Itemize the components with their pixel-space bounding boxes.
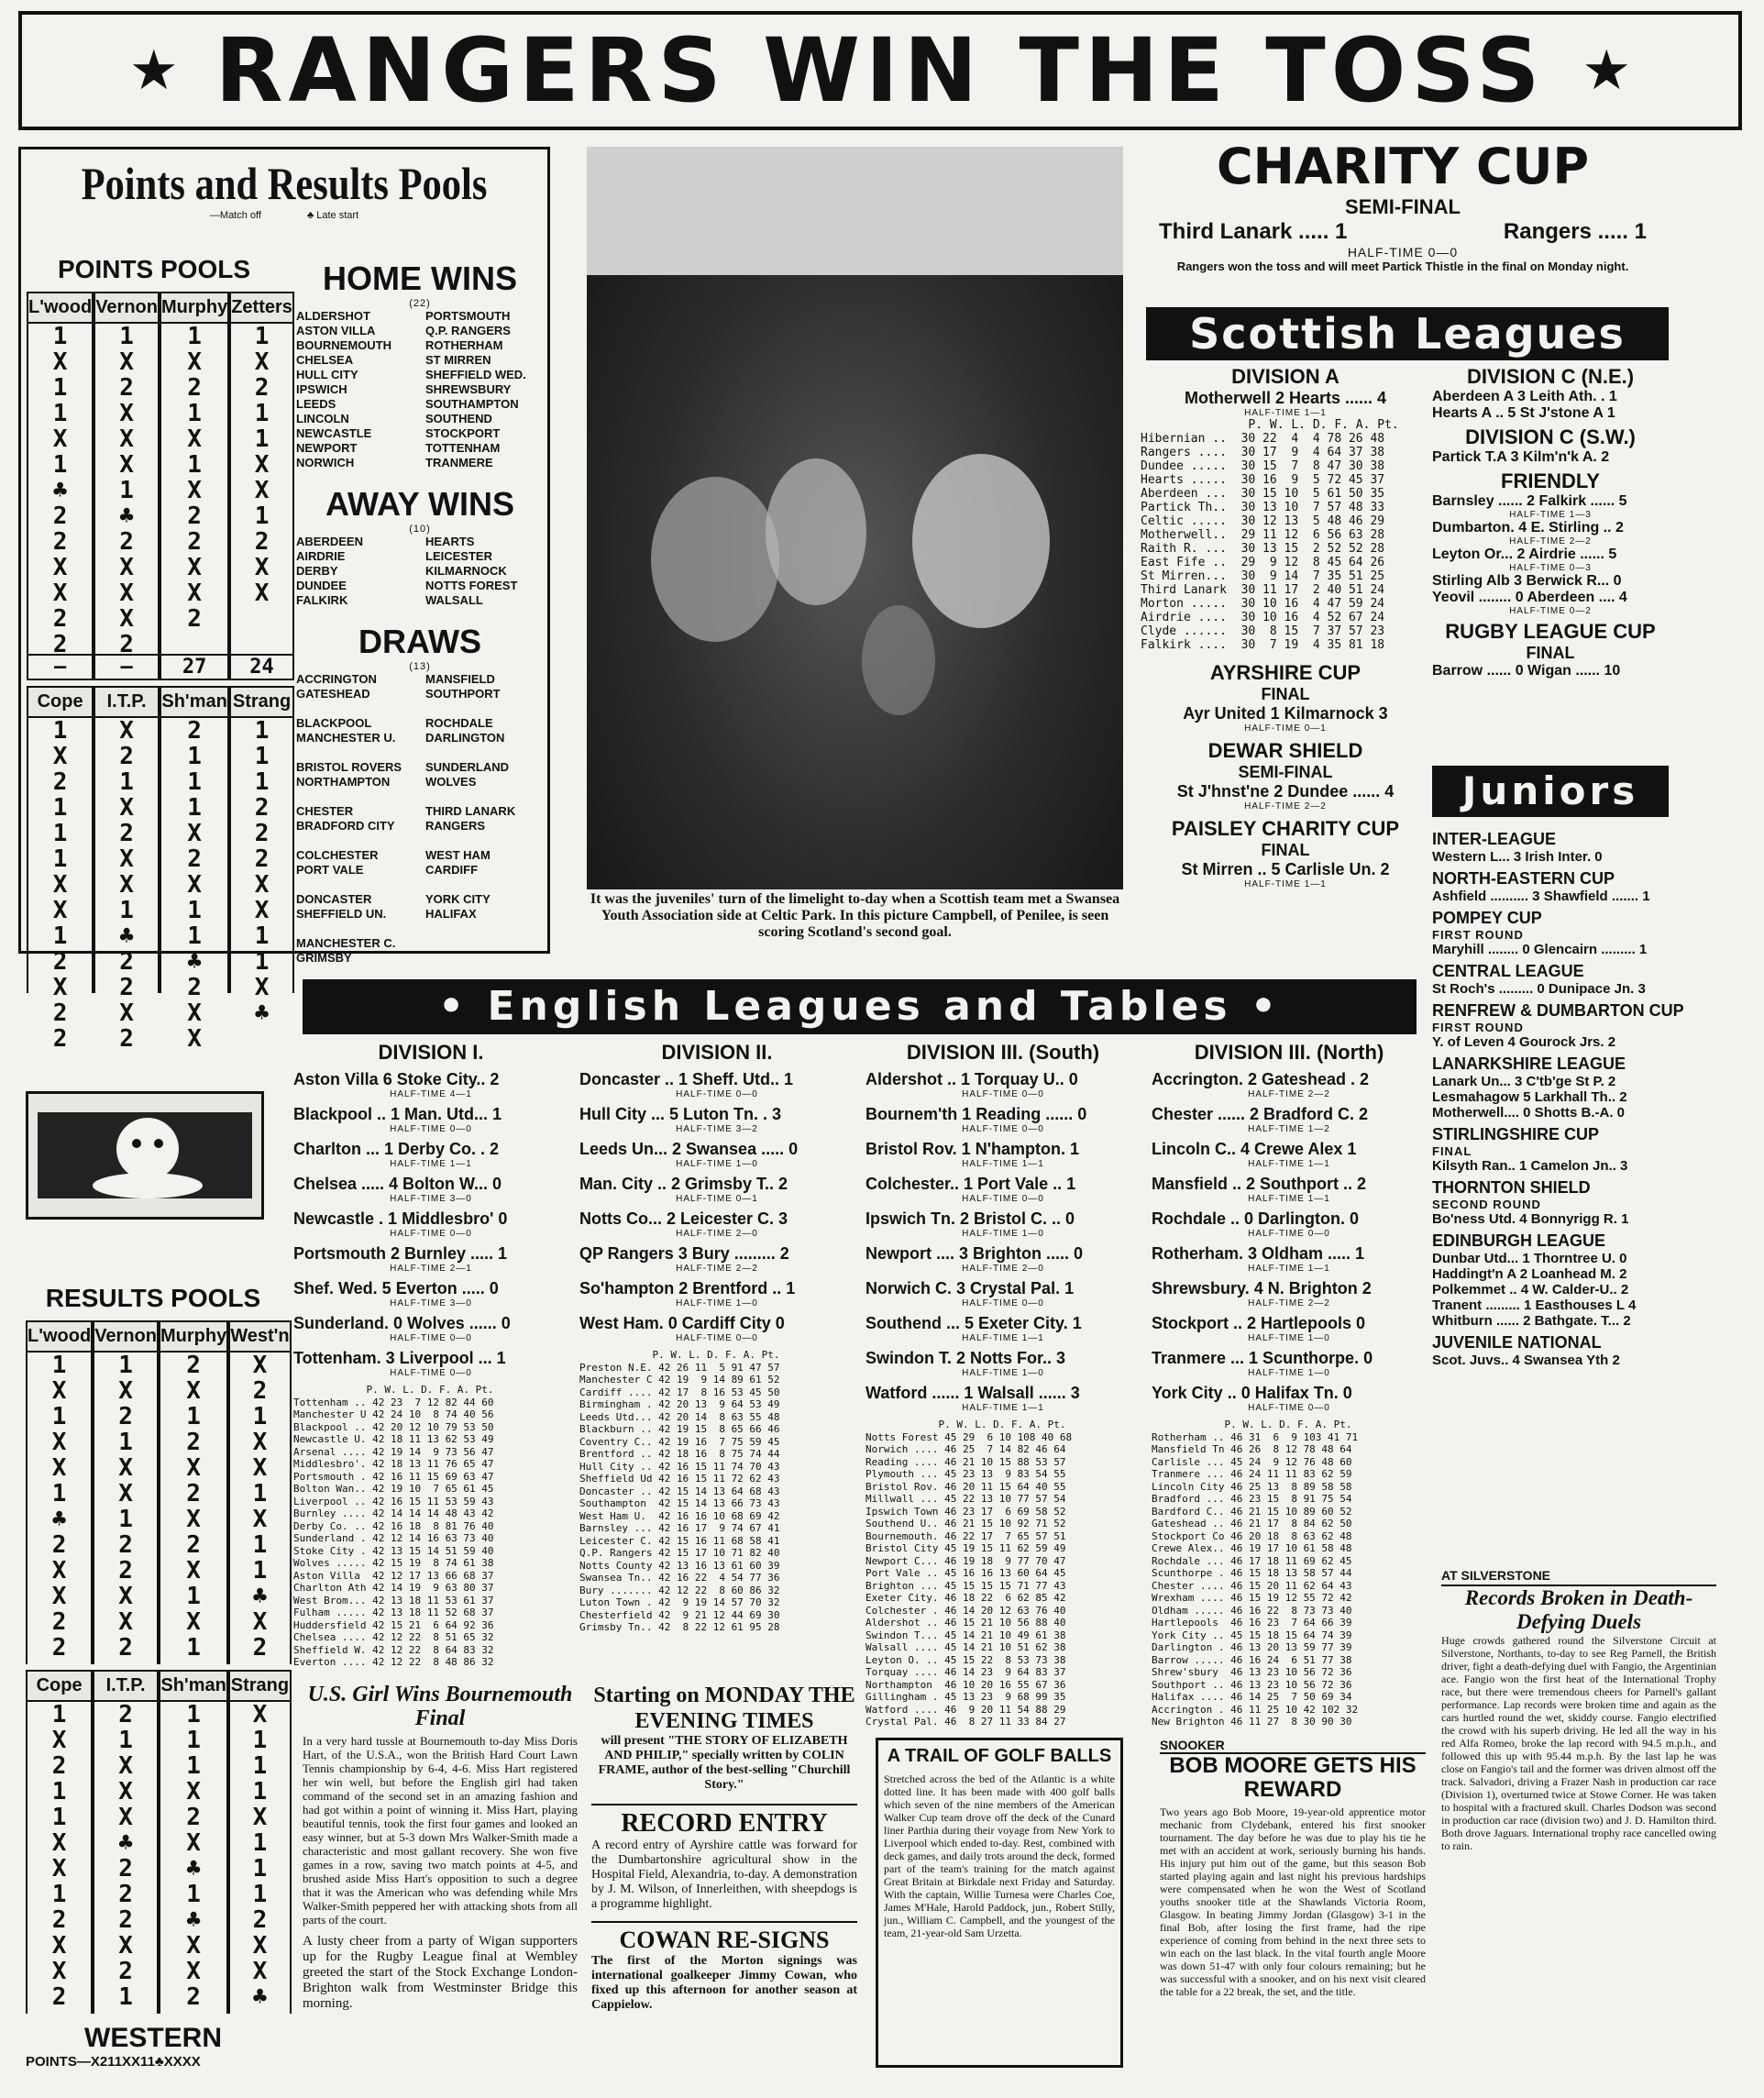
league-table: P. W. L. D. F. A. Pt. Notts Forest 45 29 6 10 108 40 68 Norwich .... 46 25 7 14 82 46 64 Reading .... 46 21 10 15 88 53 57 Plymouth ... 45 23 13 9 83 54 55 Bristol Rov. 46 20 11 15 64 40 55 Millwall ... 45 22 13 10 77 57 54 Ipswich Town 46 23 17 6 69 58 52 Southend U.. 46 21 15 10 92 71 52 Bournemouth. 46 22 17 7 65 57 51 Bristol City 45 19 15 11 62 59 49 Newport C... 46 19 18 9 77 70 47 Port Vale .. 45 16 16 13 60 64 45 Brighton ... 45 15 15 15 71 77 43 Exeter City. 46 18 22 6 62 85 42 Colchester . 46 14 20 12 63 76 40 Aldershot .. 46 15 21 10 56 88 40 Swindon T... 45 14 21 10 49 61 38 Walsall .... 45 14 21 10 51 62 38 Leyton O. .. 45 15 22 8 53 73 38 Torquay .... 46 14 23 9 64 83 37 Northampton 46 10 20 16 55 67 36 Gillingham . 45 13 23 9 68 99 35 Watford .... 46 9 20 11 54 88 29 Crystal Pal. 46 8 27 11 33 84 27 xyxy=(865,1419,1073,1728)
team-name: ROCHDALE xyxy=(425,716,493,730)
match-result: Leeds Un... 2 Swansea ..... 0 xyxy=(579,1140,799,1158)
halftime-score: HALF-TIME 3—2 xyxy=(676,1124,758,1134)
points-pools-title: POINTS POOLS xyxy=(57,255,251,283)
junior-result: Whitburn ...... 2 Bathgate. T... 2 xyxy=(1432,1313,1631,1329)
team-name: BRADFORD CITY xyxy=(296,819,395,833)
halftime-score: HALF-TIME 1—0 xyxy=(676,1298,758,1308)
scottish-div-a: DIVISION A Motherwell 2 Hearts ...... 4 HALF-TIME 1—1 P. W. L. D. F. A. Pt. Hibernian .. 30 22 4 4 78 26 48 Rangers .... 30 17 9 4 64 37 38 Dundee ..... 30 15 7 8 47 30 38 Hearts ..... 30 16 9 5 72 45 37 Aberdeen ... 30 15 10 5 61 50 35 Partick Th.. 30 13 10 7 57 48 33 Celtic ..... 30 12 13 5 48 46 29 Motherwell.. 29 11 12 6 56 63 28 Raith R. ... 30 13 15 2 52 52 28 East Fife .. 29 9 12 8 45 64 26 St Mirren... 30 9 14 7 35 51 25 Third Lanark 30 11 17 2 40 51 24 Morton ..... 30 10 16 4 47 59 24 Airdrie .... 30 10 16 4 52 67 24 Clyde ...... 30 8 15 7 37 57 23 Falkirk .... 30 7 19 4 35 81 18 AYRSHIRE CUP FINAL Ayr United 1 Kilmarnock 3 HALF-TIME 0—1 DEWAR SHIELD SEMI-FINAL St J'hnst'ne 2 Dundee ...... 4 HALF-TIME 2—2 PAISLEY CHARITY CUP FINAL St Mirren .. 5 Carlisle Un. 2 HALF-TIME 1—1 xyxy=(1141,365,1430,889)
junior-result: Haddingt'n A 2 Loanhead M. 2 xyxy=(1432,1266,1627,1282)
team-name: SOUTHPORT xyxy=(425,687,501,701)
juniors-sections xyxy=(1432,825,1725,1368)
junior-result: Motherwell.... 0 Shotts B.-A. 0 xyxy=(1432,1105,1626,1121)
team-name: COLCHESTER xyxy=(296,848,379,862)
match-result: Chester ...... 2 Bradford C. 2 xyxy=(1152,1105,1369,1123)
match-result: Hull City ... 5 Luton Tn. . 3 xyxy=(579,1105,781,1123)
team-name: LEICESTER xyxy=(425,549,492,563)
halftime-score: HALF-TIME 1—1 xyxy=(1248,1194,1330,1204)
team-name: GATESHEAD xyxy=(296,687,370,701)
match-result: Norwich C. 3 Crystal Pal. 1 xyxy=(865,1279,1075,1297)
halftime-score: HALF-TIME 1—1 xyxy=(962,1333,1044,1343)
match-result: Blackpool .. 1 Man. Utd... 1 xyxy=(293,1105,502,1123)
match-result: Aldershot .. 1 Torquay U.. 0 xyxy=(865,1070,1078,1088)
halftime-score: HALF-TIME 2—1 xyxy=(390,1264,472,1274)
team-name: BLACKPOOL xyxy=(296,716,372,730)
team-name: SOUTHEND xyxy=(425,412,492,425)
english-division xyxy=(579,1041,854,1728)
legend-match-off: —Match off xyxy=(209,210,261,221)
halftime-score: HALF-TIME 1—1 xyxy=(962,1159,1044,1169)
football-photo xyxy=(587,147,1123,889)
match-result: West Ham. 0 Cardiff City 0 xyxy=(579,1314,785,1332)
team-name: STOCKPORT xyxy=(425,426,501,440)
team-name: PORTSMOUTH xyxy=(425,309,511,323)
points-pools-grid: L'wood Vernon Murphy Zetters 1 X 1 1 X 1 ♣ 2 2 X X 2 2 1 X 2 X X X 1 ♣ 2 X X X 2 1 X 2 1 X 1 X 2 2 X X 2 1 X 2 1 1 X X 1 2 X X — — 27 24 Cope I.T.P. Sh'man Strang 1 X 2 1 1 1 X X 1 2 X 2 2 X 2 1 X 2 X X 1 ♣ 2 2 X 2 2 1 1 1 X 2 X 1 1 ♣ 2 X X 1 1 1 2 2 2 X X 1 1 X ♣ xyxy=(27,292,281,993)
team-name: AIRDRIE xyxy=(296,549,346,563)
team-name: LINCOLN xyxy=(296,412,349,425)
halftime-score: HALF-TIME 2—2 xyxy=(1509,536,1592,547)
junior-result: Y. of Leven 4 Gourock Jrs. 2 xyxy=(1432,1034,1616,1050)
junior-section-title: NORTH-EASTERN CUP xyxy=(1432,869,1615,888)
match-result: Tranmere ... 1 Scunthorpe. 0 xyxy=(1152,1349,1373,1367)
junior-result: Tranent ......... 1 Easthouses L 4 xyxy=(1432,1297,1637,1313)
team-name: CARDIFF xyxy=(425,863,479,877)
team-name xyxy=(296,790,414,804)
match-result: Notts Co... 2 Leicester C. 3 xyxy=(579,1209,788,1228)
team-name: MANSFIELD xyxy=(425,672,495,686)
results-pools xyxy=(26,1284,290,2070)
division-title: DIVISION III. (North) xyxy=(1194,1041,1384,1064)
friendly-result: Yeovil ........ 0 Aberdeen .... 4 xyxy=(1432,590,1627,605)
friendly-result: Stirling Alb 3 Berwick R... 0 xyxy=(1432,573,1622,589)
scottish-right: DIVISION C (N.E.) Aberdeen A 3 Leith Ath. . 1 Hearts A .. 5 St J'stone A 1 DIVISION C (S.W.) Partick T.A 3 Kilm'n'k A. 2 FRIENDLY Barnsley ...... 2 Falkirk ...... 5 HALF-TIME 1—3 Dumbarton. 4 E. Stirling .. 2 HALF-TIME 2—2 Leyton Or... 2 Airdrie ...... 5 HALF-TIME 0—3 Stirling Alb 3 Berwick R... 0 Yeovil ........ 0 Aberdeen .... 4 HALF-TIME 0—2 RUGBY LEAGUE CUP FINAL Barrow ...... 0 Wigan ...... 10 xyxy=(1432,365,1669,679)
team-name: MANCHESTER U. xyxy=(296,731,396,745)
team-name: ABERDEEN xyxy=(296,535,363,548)
match-result: Stockport .. 2 Hartlepools 0 xyxy=(1152,1314,1366,1332)
junior-section-title: INTER-LEAGUE xyxy=(1432,830,1556,848)
scottish-leagues-title: Scottish Leagues xyxy=(1146,307,1669,360)
team-name: LEEDS xyxy=(296,397,336,411)
junior-result: Scot. Juvs.. 4 Swansea Yth 2 xyxy=(1432,1353,1620,1368)
halftime-score: HALF-TIME 2—2 xyxy=(1248,1089,1330,1099)
halftime-score: HALF-TIME 0—0 xyxy=(962,1089,1044,1099)
halftime-score: HALF-TIME 2—0 xyxy=(962,1264,1044,1274)
team-name: PORT VALE xyxy=(296,863,364,877)
team-name: SOUTHAMPTON xyxy=(425,397,519,411)
pools-title: Points and Results Pools xyxy=(81,158,488,209)
team-name: SHREWSBURY xyxy=(425,382,512,396)
team-name: IPSWICH xyxy=(296,382,347,396)
team-name: TRANMERE xyxy=(425,456,493,469)
team-name xyxy=(425,936,544,951)
halftime-score: HALF-TIME 1—0 xyxy=(962,1229,1044,1239)
english-division xyxy=(865,1041,1141,1728)
team-name: ASTON VILLA xyxy=(296,324,376,337)
junior-section-sub: SECOND ROUND xyxy=(1432,1198,1541,1211)
team-name: KILMARNOCK xyxy=(425,564,507,578)
match-result: QP Rangers 3 Bury ......... 2 xyxy=(579,1244,789,1263)
match-result: Sunderland. 0 Wolves ...... 0 xyxy=(293,1314,511,1332)
charity-home: Third Lanark xyxy=(1159,219,1293,244)
team-name xyxy=(425,790,544,804)
team-name: NOTTS FOREST xyxy=(425,579,518,592)
western-points: POINTS—X211XX11♣XXXX xyxy=(26,2054,201,2070)
match-result: Accrington. 2 Gateshead . 2 xyxy=(1152,1070,1370,1088)
silverstone-story: AT SILVERSTONE Records Broken in Death-Defying Duels Huge crowds gathered round the Silverstone Circuit at Silverstone, Northants, to-day to see Reg Parnell, the British driver, fight a death-defying duel with Fangio, the Argentinian ace. Fangio won the first heat of the International Trophy race, but there were tremendous cheers for Parnell's gallant performance. Lap records were broken time and again as the cars hurtled round the wet, skiddy course. Fangio electrified the crowd with his superb driving. He led all the way in his red Alfa Romeo, broke the lap record with 94.5 m.p.h., and followed this up with 95.44 m.p.h. By the last lap he was close on Fangio's tail and the former was driven almost off the track. Salvadori, driving a Frazer Nash in production car race (Division 1), overturned twice at Stowe Corner. He was taken to hospital with a fractured skull. Charles Dodson was second in production car race (division two) and J. D. Hamilton third. Both drove Jaguars. International trophy race cancelled owing to rain. xyxy=(1441,1568,1716,1852)
league-table: P. W. L. D. F. A. Pt. Preston N.E. 42 26 11 5 91 47 57 Manchester C 42 19 9 14 89 61 52 Cardiff .... 42 17 8 16 53 45 50 Birmingham . 42 20 13 9 64 53 49 Leeds Utd... 42 20 14 8 63 55 48 Blackburn .. 42 19 15 8 65 66 46 Coventry C.. 42 19 16 7 75 59 45 Brentford .. 42 18 16 8 75 74 44 Hull City .. 42 16 15 11 74 70 43 Sheffield Ud 42 16 15 11 72 62 43 Doncaster .. 42 15 14 13 64 68 43 Southampton 42 15 14 13 66 73 43 West Ham U. 42 16 16 10 68 69 42 Barnsley ... 42 16 17 9 74 67 41 Leicester C. 42 15 16 11 68 58 41 Q.P. Rangers 42 15 17 10 71 82 40 Notts County 42 13 16 13 61 60 39 Swansea Tn.. 42 16 22 4 54 77 36 Bury ....... 42 12 22 8 60 86 32 Luton Town . 42 9 19 14 57 70 32 Chesterfield 42 9 21 12 44 69 30 Grimsby Tn.. 42 8 22 12 61 95 28 xyxy=(579,1349,780,1633)
team-name xyxy=(425,834,544,848)
team-name: TOTTENHAM xyxy=(425,441,501,455)
draws-title: DRAWS xyxy=(358,623,481,660)
team-name: RANGERS xyxy=(425,819,486,833)
match-result: Bristol Rov. 1 N'hampton. 1 xyxy=(865,1140,1079,1158)
halftime-score: HALF-TIME 1—1 xyxy=(1248,1264,1330,1274)
photo-caption: It was the juveniles' turn of the limelight to-day when a Scottish team met a Swansea Youth Association side at Celtic Park. In this picture Campbell, of Penilee, is seen scoring Scotland's second goal. xyxy=(590,891,1120,940)
junior-section-sub: FIRST ROUND xyxy=(1432,1021,1524,1034)
charity-note: Rangers won the toss and will meet Partick Thistle in the final on Monday night. xyxy=(1176,259,1629,273)
home-wins-title: HOME WINS xyxy=(323,259,517,297)
charity-cup: CHARITY CUP SEMI-FINAL Third Lanark ..... 1 Rangers ..... 1 HALF-TIME 0—0 Rangers won the toss and will meet Partick Thistle in the final on Monday night. xyxy=(1137,138,1669,273)
team-name: CHESTER xyxy=(296,804,354,818)
team-name: HALIFAX xyxy=(425,907,477,921)
team-name: ACCRINGTON xyxy=(296,672,377,686)
halftime-score: HALF-TIME 1—2 xyxy=(1248,1124,1330,1134)
team-name: SHEFFIELD WED. xyxy=(425,368,526,381)
team-name: FALKIRK xyxy=(296,593,348,607)
team-name: BOURNEMOUTH xyxy=(296,338,391,352)
team-name: DUNDEE xyxy=(296,579,347,592)
juniors-title: Juniors xyxy=(1432,766,1669,817)
division-title: DIVISION III. (South) xyxy=(906,1041,1100,1064)
page-title: RANGERS WIN THE TOSS xyxy=(215,19,1546,122)
match-result: Bournem'th 1 Reading ...... 0 xyxy=(865,1105,1087,1123)
halftime-score: HALF-TIME 0—0 xyxy=(962,1124,1044,1134)
match-result: Ipswich Tn. 2 Bristol C. .. 0 xyxy=(865,1209,1075,1228)
match-result: Portsmouth 2 Burnley ..... 1 xyxy=(293,1244,508,1263)
banner xyxy=(18,11,1742,130)
team-name xyxy=(296,922,414,936)
match-result: Man. City .. 2 Grimsby T.. 2 xyxy=(579,1175,788,1193)
english-leagues-title: • English Leagues and Tables • xyxy=(303,979,1417,1034)
halftime-score: HALF-TIME 1—1 xyxy=(1248,1159,1330,1169)
match-result: Watford ...... 1 Walsall ...... 3 xyxy=(865,1384,1080,1402)
junior-section-title: LANARKSHIRE LEAGUE xyxy=(1432,1055,1626,1073)
junior-section-title: EDINBURGH LEAGUE xyxy=(1432,1231,1606,1250)
match-result: Southend ... 5 Exeter City. 1 xyxy=(865,1314,1082,1332)
halftime-score: HALF-TIME 0—0 xyxy=(390,1229,472,1239)
friendly-result: Dumbarton. 4 E. Stirling .. 2 xyxy=(1432,520,1624,536)
div-a-table: P. W. L. D. F. A. Pt. Hibernian .. 30 22 4 4 78 26 48 Rangers .... 30 17 9 4 64 37 38 Dundee ..... 30 15 7 8 47 30 38 Hearts ..... 30 16 9 5 72 45 37 Aberdeen ... 30 15 10 5 61 50 35 Partick Th.. 30 13 10 7 57 48 33 Celtic ..... 30 12 13 5 48 46 29 Motherwell.. 29 11 12 6 56 63 28 Raith R. ... 30 13 15 2 52 52 28 East Fife .. 29 9 12 8 45 64 26 St Mirren... 30 9 14 7 35 51 25 Third Lanark 30 11 17 2 40 51 24 Morton ..... 30 10 16 4 47 59 24 Airdrie .... 30 10 16 4 52 67 24 Clyde ...... 30 8 15 7 37 57 23 Falkirk .... 30 7 19 4 35 81 18 xyxy=(1141,418,1399,652)
halftime-score: HALF-TIME 1—0 xyxy=(1248,1368,1330,1378)
match-result: Newcastle . 1 Middlesbro' 0 xyxy=(293,1209,508,1228)
results-pools-grid: L'wood Vernon Murphy West'n 1 X 1 X X 1 ♣ 2 X X 2 2 1 X 2 1 X X 1 2 2 X X 2 2 X 1 2 X 2 X 2 X 1 X 1 X 2 1 X X 1 X 1 1 ♣ X 2 Cope I.T.P. Sh'man Strang 1 X 2 1 1 X X 1 2 X X 2 2 1 X X X ♣ 2 2 2 X 2 1 1 1 1 X 2 X ♣ 1 ♣ X X 2 X 1 1 1 X 1 1 1 2 X X ♣ xyxy=(26,1320,281,2014)
league-table: P. W. L. D. F. A. Pt. Rotherham .. 46 31 6 9 103 41 71 Mansfield Tn 46 26 8 12 78 48 64 Carlisle ... 45 24 9 12 76 48 60 Tranmere ... 46 24 11 11 83 62 59 Lincoln City 46 25 13 8 89 58 58 Bradford ... 46 23 15 8 91 75 54 Bardford C.. 46 21 15 10 89 60 52 Gateshead .. 46 21 17 8 84 62 50 Stockport Co 46 20 18 8 63 62 48 Crewe Alex.. 46 19 17 10 61 58 48 Rochdale ... 46 17 18 11 69 62 45 Scunthorpe . 46 15 18 13 58 57 44 Chester .... 46 15 20 11 62 64 43 Wrexham .... 46 15 19 12 55 72 42 Oldham ..... 46 16 22 8 73 73 40 Hartlepools 46 16 23 7 64 66 39 York City .. 45 15 18 15 64 74 39 Darlington . 46 13 20 13 59 77 39 Barrow ..... 46 16 24 6 51 77 38 Shrew'sbury 46 13 23 10 56 72 36 Southport .. 46 13 23 10 56 72 36 Halifax .... 46 14 25 7 50 69 34 Accrington . 46 11 25 10 42 102 32 New Brighton 46 11 27 8 30 90 30 xyxy=(1152,1419,1359,1728)
match-result: Shrewsbury. 4 N. Brighton 2 xyxy=(1152,1279,1372,1297)
match-result: Doncaster .. 1 Sheff. Utd.. 1 xyxy=(579,1070,794,1088)
charity-title: CHARITY CUP xyxy=(1216,138,1590,195)
english-divisions xyxy=(293,1041,1430,1728)
halftime-score: HALF-TIME 0—0 xyxy=(390,1333,472,1343)
team-name: NEWPORT xyxy=(296,441,358,455)
halftime-score: HALF-TIME 0—0 xyxy=(962,1298,1044,1308)
match-result: York City .. 0 Halifax Tn. 0 xyxy=(1152,1384,1352,1402)
junior-result: Polkemmet .. 4 W. Calder-U.. 2 xyxy=(1432,1282,1629,1297)
junior-result: Western L... 3 Irish Inter. 0 xyxy=(1432,849,1603,865)
division-title: DIVISION I. xyxy=(378,1041,484,1064)
halftime-score: HALF-TIME 1—0 xyxy=(1248,1333,1330,1343)
junior-result: Bo'ness Utd. 4 Bonnyrigg R. 1 xyxy=(1432,1211,1629,1227)
match-result: Swindon T. 2 Notts For.. 3 xyxy=(865,1349,1066,1367)
halftime-score: HALF-TIME 0—0 xyxy=(1248,1403,1330,1413)
junior-result: Ashfield .......... 3 Shawfield ....... 1 xyxy=(1432,889,1650,904)
star-icon: ★ xyxy=(128,39,179,103)
match-result: Rochdale .. 0 Darlington. 0 xyxy=(1152,1209,1360,1228)
team-name: ALDERSHOT xyxy=(296,309,370,323)
halftime-score: HALF-TIME 0—3 xyxy=(1509,563,1592,573)
junior-result: Maryhill ........ 0 Glencairn ......... 1 xyxy=(1432,942,1648,957)
team-name: DARLINGTON xyxy=(425,731,505,745)
team-name: HULL CITY xyxy=(296,368,358,381)
junior-result: Kilsyth Ran.. 1 Camelon Jn.. 3 xyxy=(1432,1158,1628,1174)
draws-list xyxy=(296,672,544,966)
golf-story: A TRAIL OF GOLF BALLS Stretched across the bed of the Atlantic is a white dotted line. It has been made with 400 golf balls which seven of the nine members of the American Walker Cup team drove off the deck of the Cunard liner Parthia during their voyage from New York to Liverpool which ended to-day. Rest, combined with deck games, and daily trots around the deck, formed part of the team's training for the match against Great Britain at Birkdale next Friday and Saturday. With the captain, Willie Turnesa were Charles Coe, James M'Hale, Harold Paddock, jun., Robert Stilly, jun., William C. Campbell, and the youngest of the team, 21-year-old Sam Urzetta. xyxy=(876,1738,1123,2068)
team-name: THIRD LANARK xyxy=(425,804,516,818)
match-result: Shef. Wed. 5 Everton ..... 0 xyxy=(293,1279,499,1297)
halftime-score: HALF-TIME 1—3 xyxy=(1509,510,1592,520)
division-title: DIVISION II. xyxy=(661,1041,773,1064)
match-result: Mansfield .. 2 Southport .. 2 xyxy=(1152,1175,1367,1193)
match-result: So'hampton 2 Brentford .. 1 xyxy=(579,1279,796,1297)
halftime-score: HALF-TIME 2—2 xyxy=(1248,1298,1330,1308)
western-title: WESTERN xyxy=(84,2023,222,2053)
junior-result: Dunbar Utd... 1 Thorntree U. 0 xyxy=(1432,1251,1627,1266)
halftime-score: HALF-TIME 0—0 xyxy=(390,1124,472,1134)
team-name xyxy=(425,701,544,716)
match-result: Charlton ... 1 Derby Co. . 2 xyxy=(293,1140,500,1158)
team-name xyxy=(296,701,414,716)
team-name: NEWCASTLE xyxy=(296,426,372,440)
cartoon xyxy=(26,1091,264,1220)
junior-section-sub: FINAL xyxy=(1432,1144,1472,1158)
team-name: CHELSEA xyxy=(296,353,354,367)
team-name xyxy=(425,878,544,892)
team-name: DONCASTER xyxy=(296,892,372,906)
halftime-score: HALF-TIME 2—2 xyxy=(676,1264,758,1274)
english-division xyxy=(1152,1041,1427,1728)
team-name: WALSALL xyxy=(425,593,483,607)
away-wins-list xyxy=(296,535,544,608)
match-result: Chelsea ..... 4 Bolton W... 0 xyxy=(293,1175,502,1193)
match-result: Tottenham. 3 Liverpool ... 1 xyxy=(293,1349,506,1367)
junior-section-title: THORNTON SHIELD xyxy=(1432,1178,1591,1197)
team-name xyxy=(425,745,544,760)
team-name: GRIMSBY xyxy=(296,951,352,965)
away-wins-title: AWAY WINS xyxy=(325,485,515,523)
halftime-score: HALF-TIME 0—0 xyxy=(390,1368,472,1378)
match-result: Newport .... 3 Brighton ..... 0 xyxy=(865,1244,1084,1263)
team-name: NORWICH xyxy=(296,456,355,469)
team-name: MANCHESTER C. xyxy=(296,936,396,950)
halftime-score: HALF-TIME 0—0 xyxy=(962,1194,1044,1204)
girl-story: U.S. Girl Wins Bournemouth Final In a very hard tussle at Bournemouth to-day Miss Doris Hart, of the U.S.A., won the British Hard Court Lawn Tennis championship by 6-4, 4-6. Miss Hart registered her win well, but before the English girl had taken command of the second set in an amazing fashion and had got within a point of winning it. Miss Hart, playing beautiful tennis, took the first four games and looked an easy winner, but at 5-3 down Mrs Walker-Smith made a characteristic and most gallant recovery. She won five games in a row, saving two match points at 4-5, and brushed aside Miss Hart's opposition to such a degree that it was the American who was defending while Mrs Walker-Smith peppered her with attacking shots from all parts of the court. A lusty cheer from a party of Wigan supporters up for the Rugby League final at Wembley greeted the start of the Stock Exchange London-Brighton walk from Westminster Bridge this morning. xyxy=(303,1683,578,2011)
halftime-score: HALF-TIME 0—1 xyxy=(676,1194,758,1204)
team-name: YORK CITY xyxy=(425,892,491,906)
halftime-score: HALF-TIME 1—1 xyxy=(390,1159,472,1169)
halftime-score: HALF-TIME 3—0 xyxy=(390,1298,472,1308)
team-name: SHEFFIELD UN. xyxy=(296,907,387,921)
halftime-score: HALF-TIME 0—0 xyxy=(676,1333,758,1343)
match-result: Aston Villa 6 Stoke City.. 2 xyxy=(293,1070,500,1088)
team-name: ST MIRREN xyxy=(425,353,491,367)
team-name xyxy=(296,745,414,760)
match-result: Colchester.. 1 Port Vale .. 1 xyxy=(865,1175,1076,1193)
league-table: P. W. L. D. F. A. Pt. Tottenham .. 42 23 7 12 82 44 60 Manchester U 42 24 10 8 74 40 56 Blackpool .. 42 20 12 10 79 53 50 Newcastle U. 42 18 11 13 62 53 49 Arsenal .... 42 19 14 9 73 56 47 Middlesbro'. 42 18 13 11 76 65 47 Portsmouth . 42 16 11 15 69 63 47 Bolton Wan.. 42 19 10 7 65 61 45 Liverpool .. 42 16 15 11 53 59 43 Burnley .... 42 14 14 14 48 43 42 Derby Co. .. 42 16 18 8 81 76 40 Sunderland . 42 12 14 16 63 73 40 Stoke City . 42 13 15 14 51 59 40 Wolves ..... 42 15 19 8 74 61 38 Aston Villa 42 12 17 13 66 68 37 Charlton Ath 42 14 19 9 63 80 37 West Brom... 42 13 18 11 53 61 37 Fulham ..... 42 13 18 11 52 68 37 Huddersfield 42 15 21 6 64 92 36 Chelsea .... 42 12 22 8 51 65 32 Sheffield W. 42 12 22 8 64 83 32 Everton .... 42 12 22 8 48 86 32 xyxy=(293,1384,494,1668)
team-name xyxy=(425,922,544,936)
home-wins-list xyxy=(296,309,544,470)
halftime-score: HALF-TIME 4—1 xyxy=(390,1089,472,1099)
team-name: WEST HAM xyxy=(425,848,491,862)
halftime-score: HALF-TIME 3—0 xyxy=(390,1194,472,1204)
team-name xyxy=(296,878,414,892)
charity-away: Rangers xyxy=(1503,219,1592,244)
junior-section-title: JUVENILE NATIONAL xyxy=(1432,1333,1602,1352)
halftime-score: HALF-TIME 0—0 xyxy=(1248,1229,1330,1239)
team-name: NORTHAMPTON xyxy=(296,775,391,789)
halftime-score: HALF-TIME 1—1 xyxy=(962,1403,1044,1413)
team-name: BRISTOL ROVERS xyxy=(296,760,402,774)
match-result: Lincoln C.. 4 Crewe Alex 1 xyxy=(1152,1140,1357,1158)
team-name: WOLVES xyxy=(425,775,477,789)
pools-box: Points and Results Pools —Match off ♣ Late start POINTS POOLS L'wood Vernon Murphy Zetters 1 X 1 1 X 1 ♣ 2 2 X X 2 2 1 X 2 X X X 1 ♣ 2 X X X 2 1 X 2 1 X 1 X 2 2 X X 2 1 X 2 1 1 X X 1 2 X X — — 27 24 Cope I.T.P. Sh'man Strang 1 X 2 1 1 1 X X 1 2 X 2 2 X 2 1 X 2 X X 1 ♣ 2 2 X 2 2 1 1 1 X 2 X 1 1 ♣ 2 X X 1 1 1 2 2 2 X X 1 1 X ♣ HOME WINS (22) ALDERSHOT PORTSMOUTH ASTON VILLA Q.P. RANGERS BOURNEMOUTH ROTHERHAM CHELSEA ST MIRREN HULL CITY SHEFFIELD WED. IPSWICH SHREWSBURY LEEDS SOUTHAMPTON LINCOLN SOUTHEND NEWCASTLE STOCKPORT NEWPORT TOTTENHAM NORWICH TRANMERE AWAY WINS (10) ABERDEEN HEARTS AIRDRIE LEICESTER DERBY KILMARNOCK DUNDEE NOTTS FOREST FALKIRK WALSALL DRAWS (13) ACCRINGTON MANSFIELD GATESHEAD SOUTHPORT BLACKPOOL ROCHDALE MANCHESTER U. DARLINGTON BRISTOL ROVERS SUNDERLAND NORTHAMPTON WOLVES CHESTER THIRD LANARK BRADFORD CITY RANGERS COLCHESTER WEST HAM PORT VALE CARDIFF DONCASTER YORK CITY SHEFFIELD UN. HALIFAX MANCHESTER C. GRIMSBY xyxy=(18,147,550,954)
team-name: DERBY xyxy=(296,564,338,578)
match-result: Rotherham. 3 Oldham ..... 1 xyxy=(1152,1244,1365,1263)
halftime-score: HALF-TIME 1—0 xyxy=(676,1159,758,1169)
junior-section-sub: FIRST ROUND xyxy=(1432,928,1524,942)
team-name: HEARTS xyxy=(425,535,475,548)
friendly-results xyxy=(1432,493,1669,616)
junior-result: Lesmahagow 5 Larkhall Th.. 2 xyxy=(1432,1089,1627,1105)
junior-section-title: STIRLINGSHIRE CUP xyxy=(1432,1125,1600,1143)
junior-result: Lanark Un... 3 C'tb'ge St P. 2 xyxy=(1432,1074,1616,1089)
team-name: Q.P. RANGERS xyxy=(425,324,511,337)
halftime-score: HALF-TIME 0—2 xyxy=(1509,606,1592,616)
junior-section-title: CENTRAL LEAGUE xyxy=(1432,962,1584,980)
junior-section-title: POMPEY CUP xyxy=(1432,909,1542,927)
junior-section-title: RENFREW & DUMBARTON CUP xyxy=(1432,1001,1684,1020)
team-name: ROTHERHAM xyxy=(425,338,503,352)
junior-result: St Roch's ......... 0 Dunipace Jn. 3 xyxy=(1432,981,1646,997)
star-icon: ★ xyxy=(1582,39,1632,103)
team-name: SUNDERLAND xyxy=(425,760,509,774)
halftime-score: HALF-TIME 2—0 xyxy=(676,1229,758,1239)
snooker-story: SNOOKER BOB MOORE GETS HIS REWARD Two years ago Bob Moore, 19-year-old apprentice motor mechanic from Clydebank, entered his first snooker tournament. The day before he was due to play his tie he met with an accident at work, seriously burning his hands. His injury put him out of the game, but this season Bob started playing again and last night his previous hardships were compensated when he won the West of Scotland youths snooker title at the Shawlands Victoria Room, Glasgow. In beating Jimmy Jordan (Glasgow) 3-1 in the final Bob, after losing the first frame, had the ripe experience of coming from behind in the next three sets to win each on the last black. In the vital fourth angle Moore was down 51-47 with only four colours remaining; but he was successful with a snooker, and on his next visit cleared the table for a 22 break, the set, and the title. xyxy=(1160,1738,1426,1998)
english-division xyxy=(293,1041,568,1728)
team-name xyxy=(425,951,544,966)
results-pools-title: RESULTS POOLS xyxy=(45,1284,261,1312)
monday-story: Starting on MONDAY THE EVENING TIMES will present "THE STORY OF ELIZABETH AND PHILIP," specially written by COLIN FRAME, author of the best-selling "Churchill Story." RECORD ENTRY A record entry of Ayrshire cattle was forward for the Dumbartonshire agricultural show in the Hospital Field, Alexandria, to-day. A demonstration by J. M. Wilson, of Innerleithen, with sheepdogs is a programme highlight. COWAN RE-SIGNS The first of the Morton signings was international goalkeeper Jimmy Cowan, who fixed up this afternoon for another season at Cappielow. xyxy=(591,1684,857,2012)
team-name xyxy=(296,834,414,848)
friendly-result: Leyton Or... 2 Airdrie ...... 5 xyxy=(1432,547,1617,562)
legend-late-start: ♣ Late start xyxy=(306,210,359,221)
halftime-score: HALF-TIME 1—0 xyxy=(962,1368,1044,1378)
friendly-result: Barnsley ...... 2 Falkirk ...... 5 xyxy=(1432,493,1627,509)
halftime-score: HALF-TIME 0—0 xyxy=(676,1089,758,1099)
